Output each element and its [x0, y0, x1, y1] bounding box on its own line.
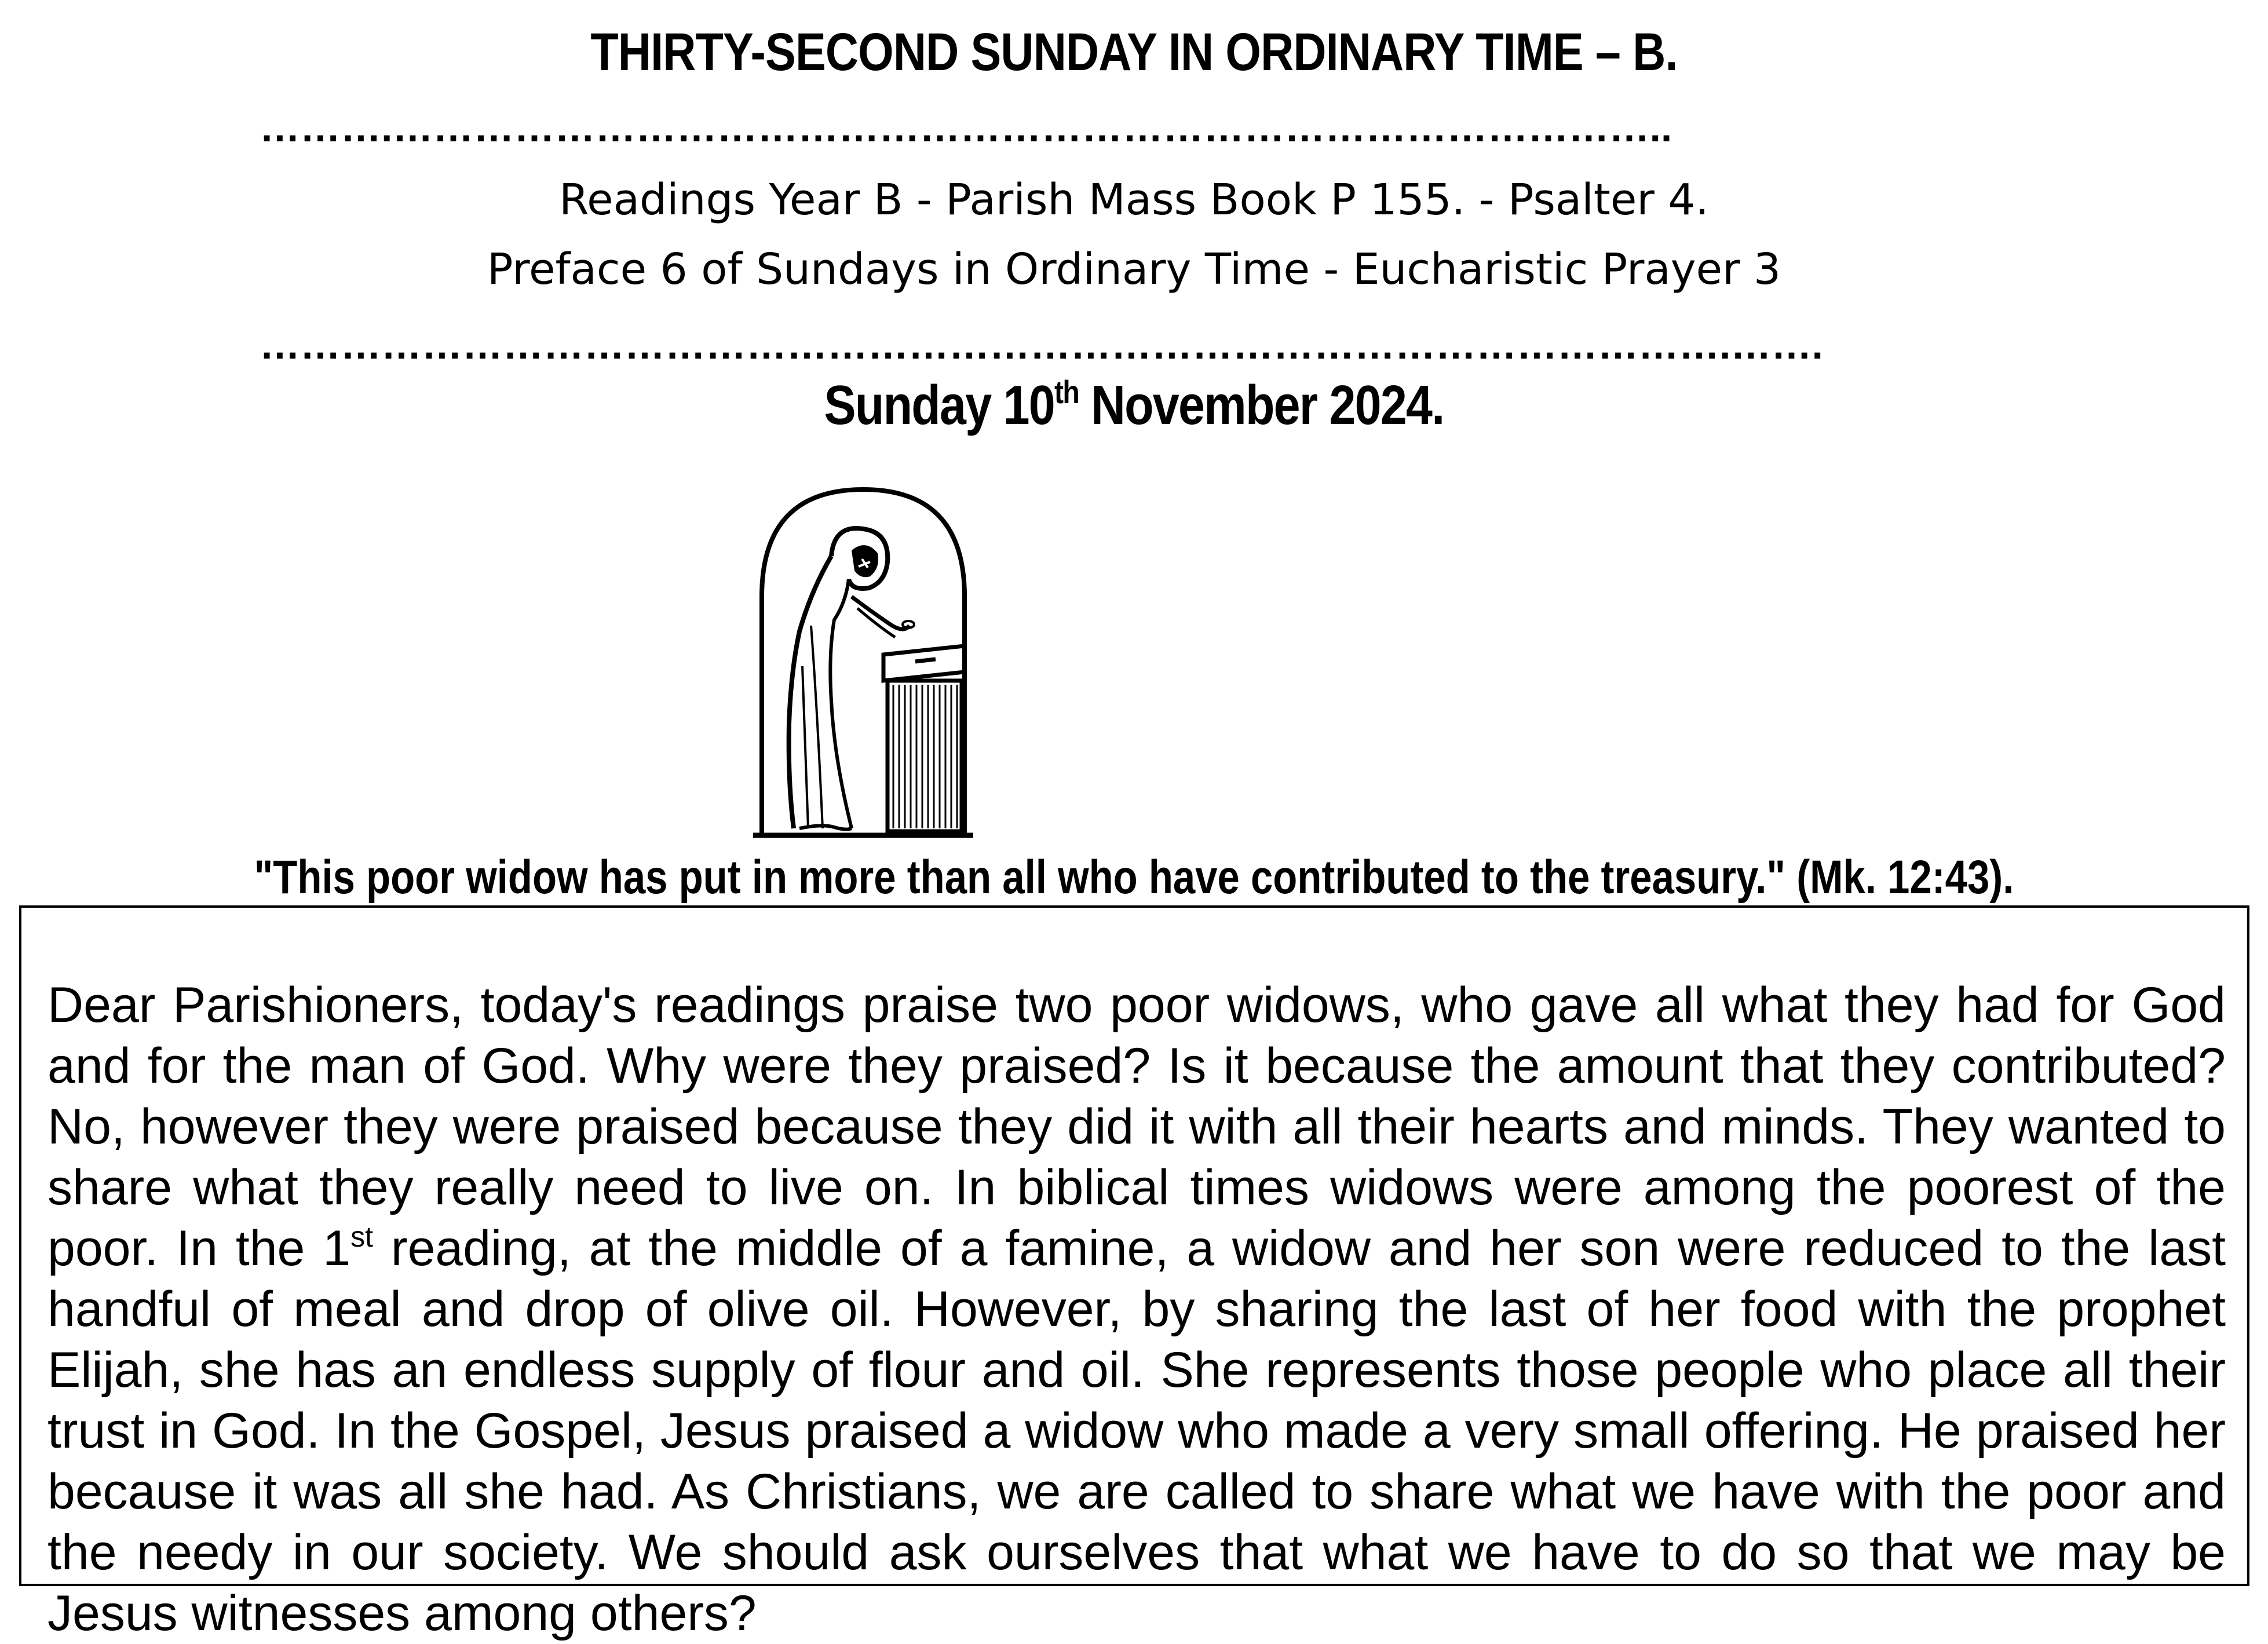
widow-offering-illustration-icon [736, 481, 991, 840]
ordinal-suffix: st [350, 1221, 374, 1253]
message-paragraph [48, 975, 2226, 1644]
message-text-part-1: Dear Parishioners, today's readings praise two poor widows, who gave all what they had for God and for the man of God. Why were they praised? Is it because the amount that they contributed? No, however they were praised because they did it with all their hearts and minds. They wanted to share what they really need to live on. In biblical times widows were among the poorest of the poor. In the 1 [48, 977, 2226, 1276]
readings-info: Readings Year B - Parish Mass Book P 155. - Psalter 4. [559, 175, 1709, 225]
date-prefix: Sunday 10 [824, 374, 1055, 436]
gospel-quote: "This poor widow has put in more than all who have contributed to the treasury." (Mk. 12:43). [254, 851, 2014, 904]
dotted-separator-top: ……….………………………………………………………………………………….. [260, 110, 1672, 145]
date-suffix: November 2024. [1079, 374, 1444, 436]
date-ordinal-suffix: th [1054, 374, 1079, 410]
dotted-separator-bottom: ……………………………………………………………………………………………….……. [260, 327, 1823, 362]
message-text-part-2: reading, at the middle of a famine, a widow and her son were reduced to the last handful of meal and drop of olive oil. However, by sharing the last of her food with the prophet Elijah, she has an endless supply of flour and oil. She represents those people who place all their trust in God. In the Gospel, Jesus praised a widow who made a very small offering. He praised her because it was all she had. As Christians, we are called to share what we have with the poor and the needy in our society. We should ask ourselves that what we have to do so that we may be Jesus witnesses among others? [48, 1221, 2226, 1641]
message-box [19, 905, 2249, 1641]
page-title: THIRTY-SECOND SUNDAY IN ORDINARY TIME – B. [590, 23, 1678, 82]
preface-info: Preface 6 of Sundays in Ordinary Time - Eucharistic Prayer 3 [487, 244, 1781, 294]
sunday-date [159, 371, 2109, 440]
